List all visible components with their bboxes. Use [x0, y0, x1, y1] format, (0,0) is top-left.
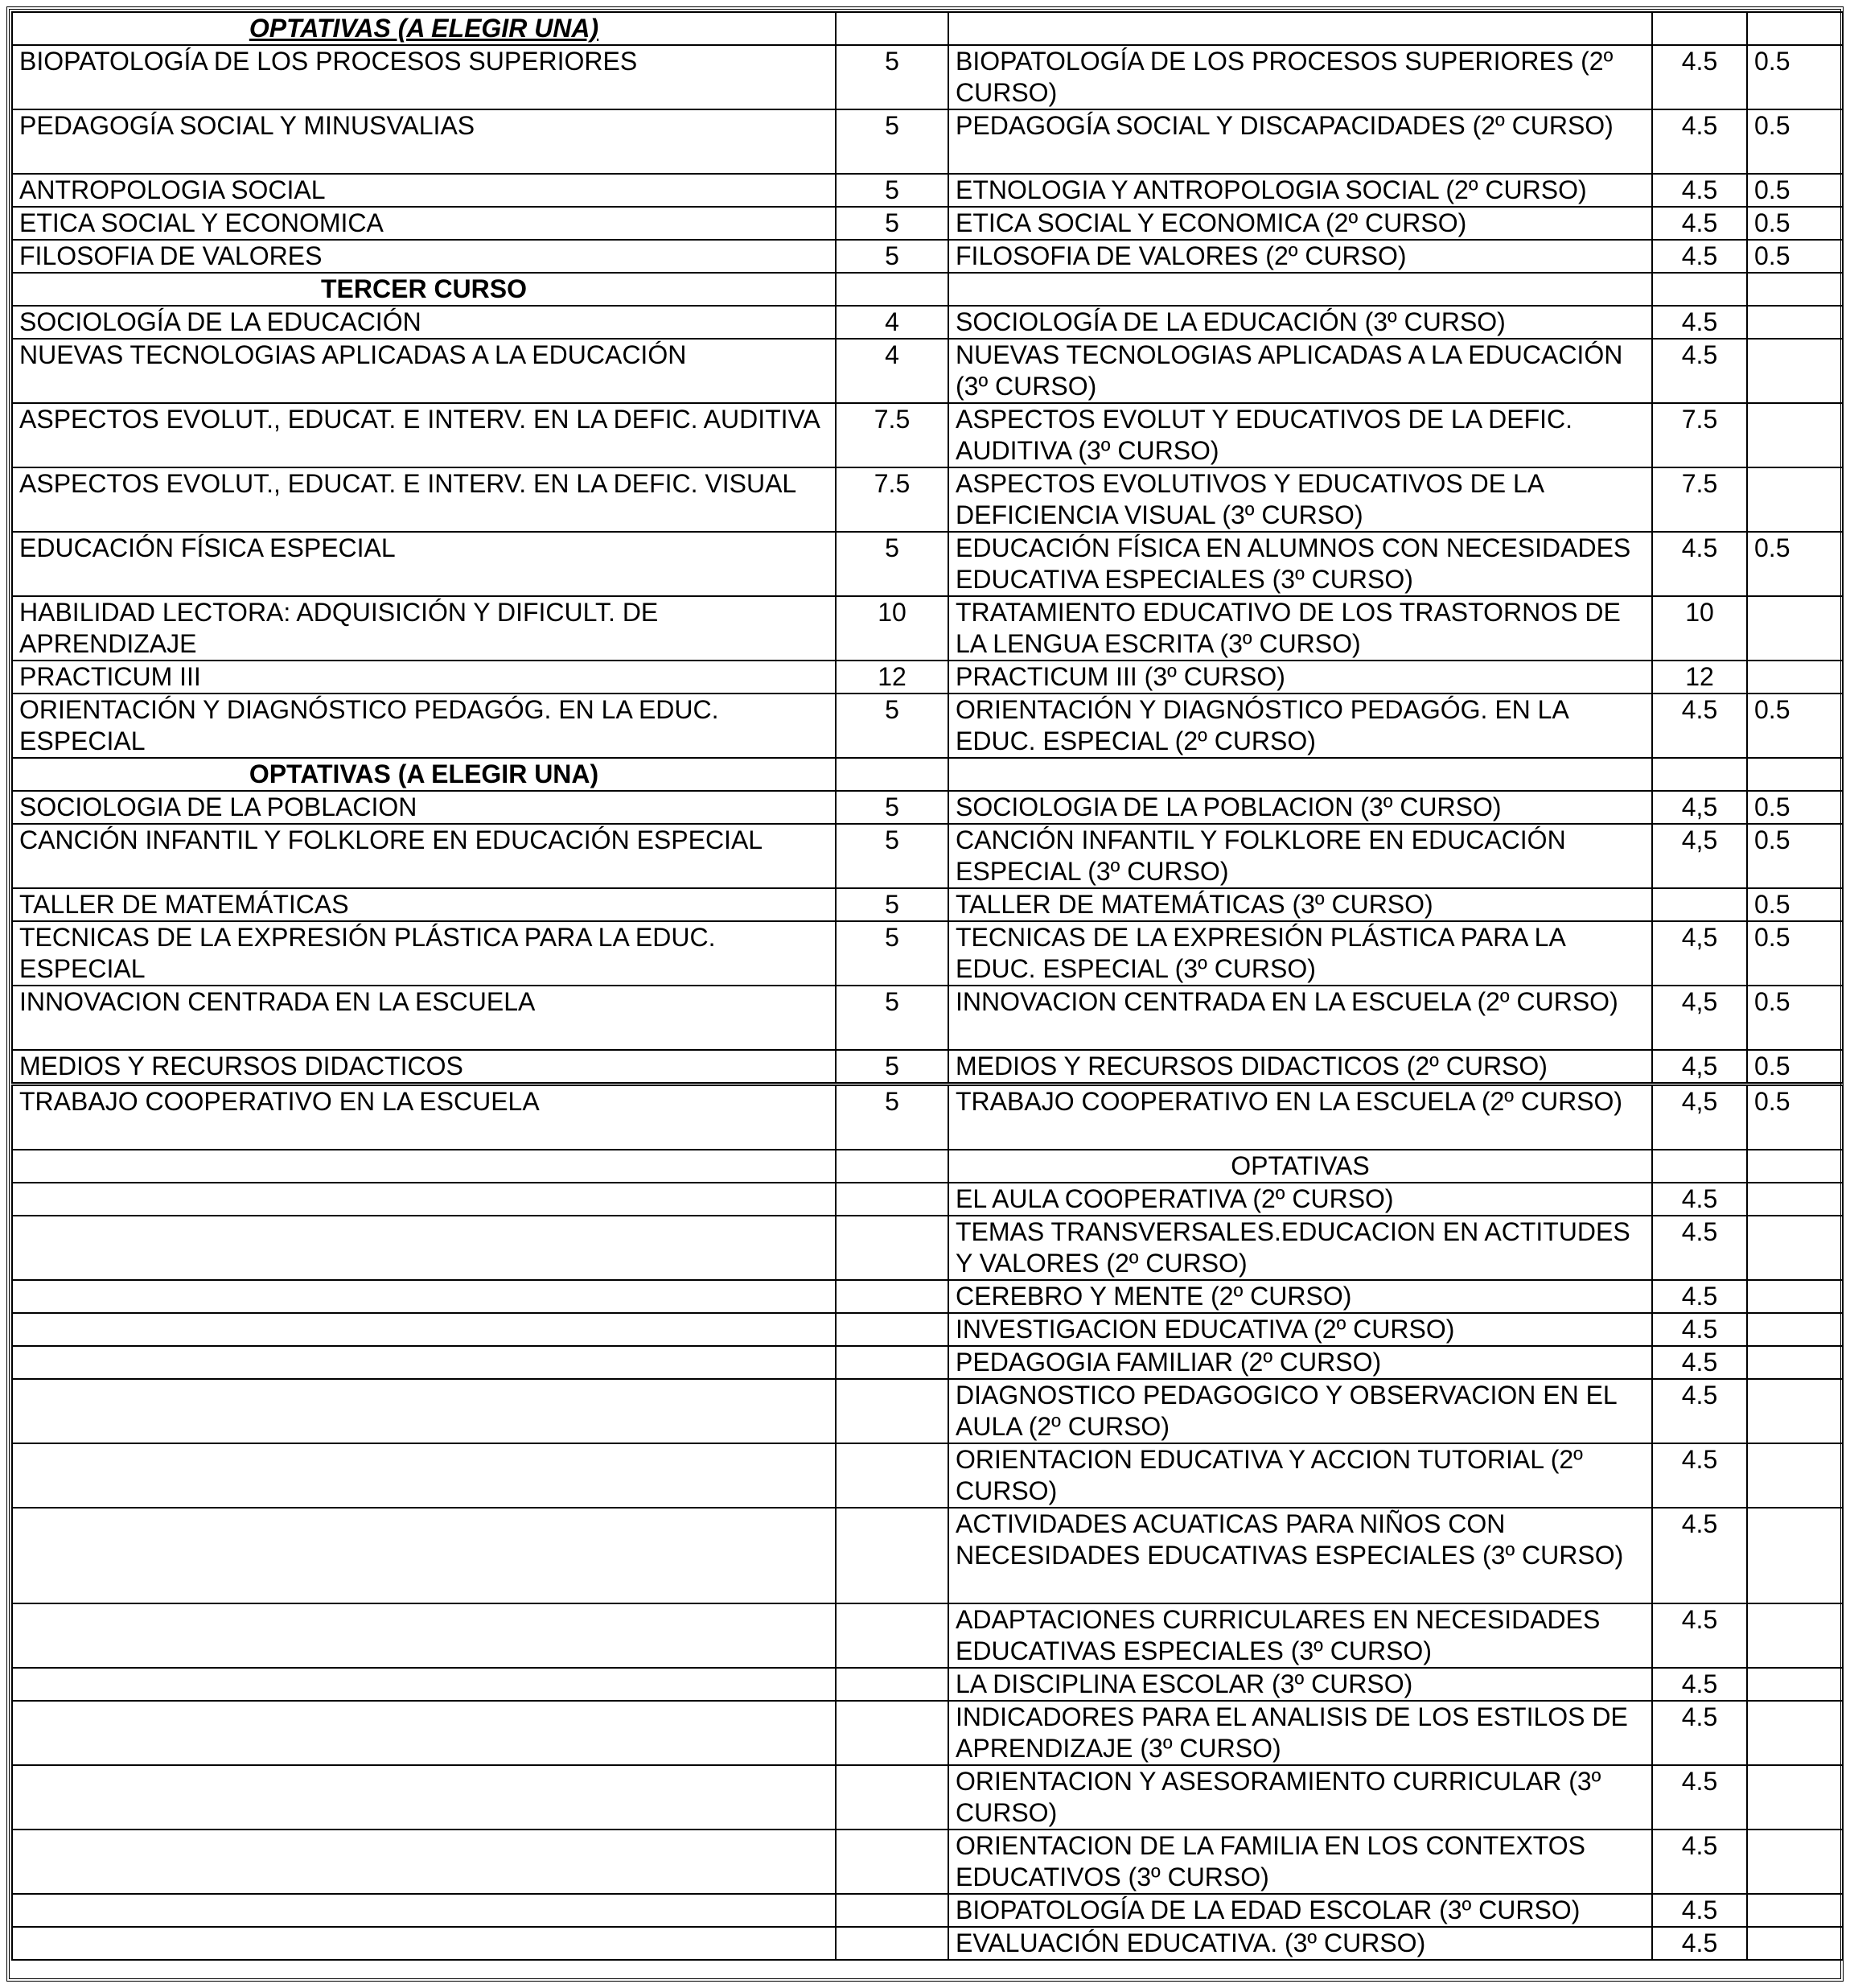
old-subject-credits: [836, 1765, 948, 1830]
new-subject-credits: 4,5: [1652, 921, 1747, 986]
new-subject-extra-credits: 0.5: [1747, 174, 1843, 207]
new-subject-credits: 4.5: [1652, 694, 1747, 758]
old-subject-credits: [836, 1280, 948, 1313]
old-subject-credits: [836, 1379, 948, 1443]
section-header-row: [12, 758, 1843, 791]
new-subject-extra-credits: 0.5: [1747, 824, 1843, 888]
old-subject-credits: 5: [836, 824, 948, 888]
table-row: [12, 339, 1843, 403]
new-subject-extra-credits: 0.5: [1747, 109, 1843, 174]
right-credits-cell: [1652, 758, 1747, 791]
new-subject-credits: 4.5: [1652, 1765, 1747, 1830]
new-subject-extra-credits: 0.5: [1747, 240, 1843, 273]
old-subject-credits: 5: [836, 1085, 948, 1150]
new-subject-credits: 4.5: [1652, 174, 1747, 207]
table-row: [12, 240, 1843, 273]
left-credits-cell: [836, 1150, 948, 1183]
new-subject-name: PEDAGOGIA FAMILIAR (2º CURSO): [948, 1346, 1652, 1379]
old-subject-credits: 7.5: [836, 467, 948, 532]
new-subject-credits: 4,5: [1652, 986, 1747, 1050]
old-subject-credits: 5: [836, 174, 948, 207]
new-subject-extra-credits: 0.5: [1747, 207, 1843, 240]
new-subject-credits: 4.5: [1652, 109, 1747, 174]
right-credits-cell: [1652, 12, 1747, 45]
new-subject-name: TEMAS TRANSVERSALES.EDUCACION EN ACTITUDES Y VALORES (2º CURSO): [948, 1216, 1652, 1280]
new-subject-name: ACTIVIDADES ACUATICAS PARA NIÑOS CON NECESIDADES EDUCATIVAS ESPECIALES (3º CURSO): [948, 1508, 1652, 1603]
new-subject-credits: 4.5: [1652, 1830, 1747, 1894]
new-subject-name: DIAGNOSTICO PEDAGOGICO Y OBSERVACION EN EL AULA (2º CURSO): [948, 1379, 1652, 1443]
new-subject-name: EVALUACIÓN EDUCATIVA. (3º CURSO): [948, 1927, 1652, 1960]
new-subject-name: ORIENTACION Y ASESORAMIENTO CURRICULAR (3º CURSO): [948, 1765, 1652, 1830]
left-credits-cell: [836, 12, 948, 45]
new-subject-name: EL AULA COOPERATIVA (2º CURSO): [948, 1183, 1652, 1216]
old-subject-name: [12, 1183, 836, 1216]
section-header-row: [12, 273, 1843, 306]
new-subject-name: EDUCACIÓN FÍSICA EN ALUMNOS CON NECESIDADES EDUCATIVA ESPECIALES (3º CURSO): [948, 532, 1652, 596]
old-subject-name: [12, 1313, 836, 1346]
new-subject-name: ORIENTACION EDUCATIVA Y ACCION TUTORIAL (2º CURSO): [948, 1443, 1652, 1508]
equivalence-table: [11, 11, 1844, 1961]
new-subject-credits: 10: [1652, 596, 1747, 661]
old-subject-name: [12, 1830, 836, 1894]
table-row: [12, 1216, 1843, 1280]
table-row: [12, 1927, 1843, 1960]
new-subject-extra-credits: 0.5: [1747, 1085, 1843, 1150]
new-subject-name: ASPECTOS EVOLUT Y EDUCATIVOS DE LA DEFIC. AUDITIVA (3º CURSO): [948, 403, 1652, 467]
new-subject-name: PRACTICUM III (3º CURSO): [948, 661, 1652, 694]
old-subject-credits: 5: [836, 986, 948, 1050]
new-subject-extra-credits: [1747, 596, 1843, 661]
new-subject-name: INVESTIGACION EDUCATIVA (2º CURSO): [948, 1313, 1652, 1346]
new-subject-name: LA DISCIPLINA ESCOLAR (3º CURSO): [948, 1668, 1652, 1701]
old-subject-credits: 7.5: [836, 403, 948, 467]
new-subject-extra-credits: [1747, 1508, 1843, 1603]
old-subject-name: TRABAJO COOPERATIVO EN LA ESCUELA: [12, 1085, 836, 1150]
new-subject-credits: 7.5: [1652, 467, 1747, 532]
old-subject-credits: [836, 1443, 948, 1508]
new-subject-credits: 4.5: [1652, 1216, 1747, 1280]
old-subject-name: [12, 1379, 836, 1443]
new-subject-credits: 4,5: [1652, 1050, 1747, 1085]
new-subject-credits: 4.5: [1652, 1508, 1747, 1603]
old-subject-name: [12, 1346, 836, 1379]
new-subject-credits: 4.5: [1652, 1927, 1747, 1960]
new-subject-name: INNOVACION CENTRADA EN LA ESCUELA (2º CURSO): [948, 986, 1652, 1050]
table-row: [12, 1379, 1843, 1443]
new-subject-credits: 4.5: [1652, 1280, 1747, 1313]
new-subject-extra-credits: [1747, 1216, 1843, 1280]
new-subject-name: TECNICAS DE LA EXPRESIÓN PLÁSTICA PARA LA EDUC. ESPECIAL (3º CURSO): [948, 921, 1652, 986]
new-subject-credits: 4,5: [1652, 824, 1747, 888]
new-subject-extra-credits: [1747, 1927, 1843, 1960]
old-subject-credits: [836, 1927, 948, 1960]
new-subject-extra-credits: [1747, 1701, 1843, 1765]
old-subject-credits: [836, 1830, 948, 1894]
new-subject-name: TALLER DE MATEMÁTICAS (3º CURSO): [948, 888, 1652, 921]
table-row: [12, 306, 1843, 339]
old-subject-name: CANCIÓN INFANTIL Y FOLKLORE EN EDUCACIÓN ESPECIAL: [12, 824, 836, 888]
old-subject-name: [12, 1508, 836, 1603]
new-subject-credits: 4.5: [1652, 1379, 1747, 1443]
new-subject-name: NUEVAS TECNOLOGIAS APLICADAS A LA EDUCACIÓN (3º CURSO): [948, 339, 1652, 403]
old-subject-name: [12, 1443, 836, 1508]
new-subject-name: ORIENTACIÓN Y DIAGNÓSTICO PEDAGÓG. EN LA EDUC. ESPECIAL (2º CURSO): [948, 694, 1652, 758]
new-subject-name: SOCIOLOGIA DE LA POBLACION (3º CURSO): [948, 791, 1652, 824]
old-subject-credits: 5: [836, 240, 948, 273]
new-subject-name: ASPECTOS EVOLUTIVOS Y EDUCATIVOS DE LA DEFICIENCIA VISUAL (3º CURSO): [948, 467, 1652, 532]
old-subject-name: BIOPATOLOGÍA DE LOS PROCESOS SUPERIORES: [12, 45, 836, 109]
new-subject-extra-credits: [1747, 1894, 1843, 1927]
left-section-title: [12, 1150, 836, 1183]
old-subject-name: ETICA SOCIAL Y ECONOMICA: [12, 207, 836, 240]
right-extra-credits-cell: [1747, 273, 1843, 306]
old-subject-name: SOCIOLOGIA DE LA POBLACION: [12, 791, 836, 824]
new-subject-credits: [1652, 888, 1747, 921]
old-subject-name: SOCIOLOGÍA DE LA EDUCACIÓN: [12, 306, 836, 339]
new-subject-extra-credits: [1747, 1313, 1843, 1346]
right-section-title: [948, 273, 1652, 306]
table-row: [12, 888, 1843, 921]
old-subject-credits: [836, 1668, 948, 1701]
old-subject-credits: 10: [836, 596, 948, 661]
new-subject-extra-credits: 0.5: [1747, 986, 1843, 1050]
right-extra-credits-cell: [1747, 12, 1843, 45]
old-subject-credits: 5: [836, 921, 948, 986]
new-subject-extra-credits: [1747, 403, 1843, 467]
old-subject-name: INNOVACION CENTRADA EN LA ESCUELA: [12, 986, 836, 1050]
new-subject-name: PEDAGOGÍA SOCIAL Y DISCAPACIDADES (2º CURSO): [948, 109, 1652, 174]
new-subject-name: SOCIOLOGÍA DE LA EDUCACIÓN (3º CURSO): [948, 306, 1652, 339]
new-subject-extra-credits: 0.5: [1747, 888, 1843, 921]
right-section-title: [948, 12, 1652, 45]
table-row: [12, 1894, 1843, 1927]
new-subject-extra-credits: [1747, 467, 1843, 532]
old-subject-name: TALLER DE MATEMÁTICAS: [12, 888, 836, 921]
old-subject-name: [12, 1280, 836, 1313]
new-subject-credits: 4.5: [1652, 1668, 1747, 1701]
old-subject-credits: [836, 1701, 948, 1765]
new-subject-name: INDICADORES PARA EL ANALISIS DE LOS ESTILOS DE APRENDIZAJE (3º CURSO): [948, 1701, 1652, 1765]
table-row: [12, 1701, 1843, 1765]
table-row: [12, 824, 1843, 888]
table-row: [12, 1313, 1843, 1346]
new-subject-credits: 4.5: [1652, 207, 1747, 240]
table-row: [12, 1280, 1843, 1313]
table-row: [12, 207, 1843, 240]
new-subject-credits: 4.5: [1652, 339, 1747, 403]
new-subject-name: MEDIOS Y RECURSOS DIDACTICOS (2º CURSO): [948, 1050, 1652, 1085]
old-subject-name: MEDIOS Y RECURSOS DIDACTICOS: [12, 1050, 836, 1085]
table-row: [12, 1443, 1843, 1508]
old-subject-credits: 5: [836, 888, 948, 921]
old-subject-name: PRACTICUM III: [12, 661, 836, 694]
new-subject-credits: 4,5: [1652, 791, 1747, 824]
table-row: [12, 694, 1843, 758]
new-subject-extra-credits: 0.5: [1747, 921, 1843, 986]
table-row: [12, 45, 1843, 109]
new-subject-name: TRATAMIENTO EDUCATIVO DE LOS TRASTORNOS DE LA LENGUA ESCRITA (3º CURSO): [948, 596, 1652, 661]
new-subject-credits: 4,5: [1652, 1085, 1747, 1150]
new-subject-name: ETICA SOCIAL Y ECONOMICA (2º CURSO): [948, 207, 1652, 240]
old-subject-credits: [836, 1313, 948, 1346]
old-subject-credits: 5: [836, 207, 948, 240]
left-section-title: OPTATIVAS (A ELEGIR UNA): [12, 12, 836, 45]
old-subject-name: ASPECTOS EVOLUT., EDUCAT. E INTERV. EN LA DEFIC. AUDITIVA: [12, 403, 836, 467]
table-row: [12, 1346, 1843, 1379]
new-subject-credits: 4.5: [1652, 1346, 1747, 1379]
new-subject-name: ETNOLOGIA Y ANTROPOLOGIA SOCIAL (2º CURSO): [948, 174, 1652, 207]
new-subject-extra-credits: [1747, 1379, 1843, 1443]
new-subject-name: TRABAJO COOPERATIVO EN LA ESCUELA (2º CURSO): [948, 1085, 1652, 1150]
new-subject-credits: 4.5: [1652, 1443, 1747, 1508]
old-subject-credits: [836, 1508, 948, 1603]
new-subject-extra-credits: [1747, 1765, 1843, 1830]
new-subject-extra-credits: 0.5: [1747, 694, 1843, 758]
new-subject-credits: 4.5: [1652, 1183, 1747, 1216]
old-subject-name: PEDAGOGÍA SOCIAL Y MINUSVALIAS: [12, 109, 836, 174]
new-subject-extra-credits: [1747, 1280, 1843, 1313]
old-subject-credits: 12: [836, 661, 948, 694]
old-subject-name: ORIENTACIÓN Y DIAGNÓSTICO PEDAGÓG. EN LA EDUC. ESPECIAL: [12, 694, 836, 758]
new-subject-credits: 4.5: [1652, 1313, 1747, 1346]
new-subject-extra-credits: [1747, 339, 1843, 403]
new-subject-extra-credits: [1747, 1346, 1843, 1379]
right-section-title: [948, 758, 1652, 791]
table-row: [12, 1050, 1843, 1085]
old-subject-name: FILOSOFIA DE VALORES: [12, 240, 836, 273]
table-row: [12, 1603, 1843, 1668]
new-subject-credits: 7.5: [1652, 403, 1747, 467]
table-row: [12, 596, 1843, 661]
old-subject-name: [12, 1927, 836, 1960]
old-subject-credits: 5: [836, 109, 948, 174]
old-subject-credits: 5: [836, 1050, 948, 1085]
new-subject-extra-credits: [1747, 1668, 1843, 1701]
new-subject-name: BIOPATOLOGÍA DE LOS PROCESOS SUPERIORES (2º CURSO): [948, 45, 1652, 109]
new-subject-name: ORIENTACION DE LA FAMILIA EN LOS CONTEXTOS EDUCATIVOS (3º CURSO): [948, 1830, 1652, 1894]
old-subject-credits: [836, 1216, 948, 1280]
right-credits-cell: [1652, 273, 1747, 306]
old-subject-name: [12, 1701, 836, 1765]
right-extra-credits-cell: [1747, 1150, 1843, 1183]
new-subject-credits: 4.5: [1652, 1701, 1747, 1765]
old-subject-credits: 5: [836, 532, 948, 596]
new-subject-extra-credits: [1747, 1183, 1843, 1216]
table-row: [12, 1085, 1843, 1150]
new-subject-extra-credits: 0.5: [1747, 45, 1843, 109]
old-subject-credits: [836, 1894, 948, 1927]
table-row: [12, 532, 1843, 596]
new-subject-credits: 4.5: [1652, 306, 1747, 339]
table-row: [12, 661, 1843, 694]
old-subject-credits: 4: [836, 339, 948, 403]
document-page: [6, 6, 1844, 1982]
new-subject-credits: 4.5: [1652, 240, 1747, 273]
old-subject-credits: 5: [836, 45, 948, 109]
old-subject-credits: 5: [836, 694, 948, 758]
old-subject-name: HABILIDAD LECTORA: ADQUISICIÓN Y DIFICULT. DE APRENDIZAJE: [12, 596, 836, 661]
right-section-title: OPTATIVAS: [948, 1150, 1652, 1183]
new-subject-name: BIOPATOLOGÍA DE LA EDAD ESCOLAR (3º CURSO): [948, 1894, 1652, 1927]
old-subject-name: EDUCACIÓN FÍSICA ESPECIAL: [12, 532, 836, 596]
old-subject-name: ASPECTOS EVOLUT., EDUCAT. E INTERV. EN LA DEFIC. VISUAL: [12, 467, 836, 532]
old-subject-name: [12, 1216, 836, 1280]
right-extra-credits-cell: [1747, 758, 1843, 791]
section-header-row: [12, 1150, 1843, 1183]
section-header-row: [12, 12, 1843, 45]
old-subject-credits: 4: [836, 306, 948, 339]
new-subject-extra-credits: [1747, 1443, 1843, 1508]
table-row: [12, 986, 1843, 1050]
old-subject-credits: [836, 1603, 948, 1668]
new-subject-extra-credits: [1747, 1603, 1843, 1668]
left-section-title: TERCER CURSO: [12, 273, 836, 306]
new-subject-extra-credits: [1747, 661, 1843, 694]
old-subject-name: NUEVAS TECNOLOGIAS APLICADAS A LA EDUCACIÓN: [12, 339, 836, 403]
old-subject-credits: [836, 1346, 948, 1379]
left-section-title: OPTATIVAS (A ELEGIR UNA): [12, 758, 836, 791]
new-subject-extra-credits: 0.5: [1747, 791, 1843, 824]
table-row: [12, 174, 1843, 207]
new-subject-name: ADAPTACIONES CURRICULARES EN NECESIDADES EDUCATIVAS ESPECIALES (3º CURSO): [948, 1603, 1652, 1668]
old-subject-name: TECNICAS DE LA EXPRESIÓN PLÁSTICA PARA LA EDUC. ESPECIAL: [12, 921, 836, 986]
new-subject-credits: 4.5: [1652, 45, 1747, 109]
new-subject-credits: 12: [1652, 661, 1747, 694]
old-subject-credits: 5: [836, 791, 948, 824]
new-subject-extra-credits: [1747, 306, 1843, 339]
table-row: [12, 1508, 1843, 1603]
new-subject-extra-credits: 0.5: [1747, 532, 1843, 596]
new-subject-extra-credits: [1747, 1830, 1843, 1894]
table-row: [12, 467, 1843, 532]
left-credits-cell: [836, 273, 948, 306]
old-subject-credits: [836, 1183, 948, 1216]
table-row: [12, 921, 1843, 986]
new-subject-extra-credits: 0.5: [1747, 1050, 1843, 1085]
old-subject-name: [12, 1668, 836, 1701]
table-row: [12, 1765, 1843, 1830]
table-row: [12, 791, 1843, 824]
table-row: [12, 1183, 1843, 1216]
new-subject-credits: 4.5: [1652, 1894, 1747, 1927]
new-subject-credits: 4.5: [1652, 1603, 1747, 1668]
old-subject-name: ANTROPOLOGIA SOCIAL: [12, 174, 836, 207]
right-credits-cell: [1652, 1150, 1747, 1183]
new-subject-name: CEREBRO Y MENTE (2º CURSO): [948, 1280, 1652, 1313]
old-subject-name: [12, 1765, 836, 1830]
new-subject-name: CANCIÓN INFANTIL Y FOLKLORE EN EDUCACIÓN ESPECIAL (3º CURSO): [948, 824, 1652, 888]
new-subject-name: FILOSOFIA DE VALORES (2º CURSO): [948, 240, 1652, 273]
old-subject-name: [12, 1603, 836, 1668]
table-row: [12, 1668, 1843, 1701]
table-row: [12, 1830, 1843, 1894]
table-row: [12, 403, 1843, 467]
old-subject-name: [12, 1894, 836, 1927]
new-subject-credits: 4.5: [1652, 532, 1747, 596]
left-credits-cell: [836, 758, 948, 791]
table-row: [12, 109, 1843, 174]
